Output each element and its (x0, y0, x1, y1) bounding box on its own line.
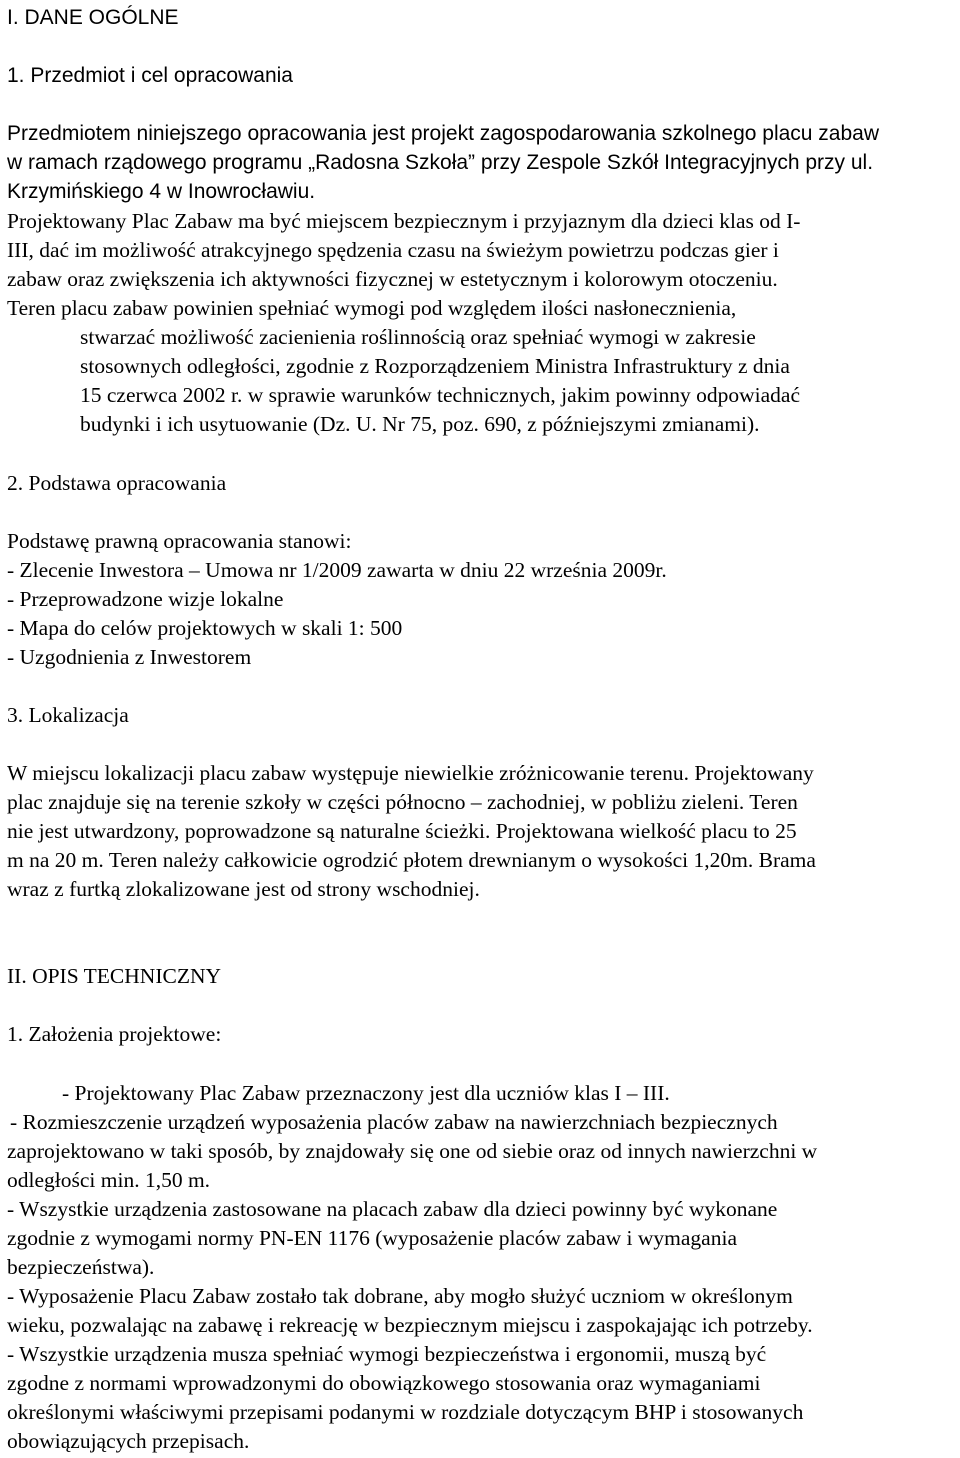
subsection-heading: 3. Lokalizacja (7, 703, 129, 727)
paragraph-line: Teren placu zabaw powinien spełniać wymogi pod względem ilości nasłonecznienia, (7, 296, 737, 320)
paragraph-line: Podstawę prawną opracowania stanowi: (7, 529, 352, 553)
list-item: - Wyposażenie Placu Zabaw zostało tak dobrane, aby mogło służyć uczniom w określonym (7, 1284, 793, 1308)
subsection-heading: 1. Założenia projektowe: (7, 1022, 222, 1046)
paragraph-line: m na 20 m. Teren należy całkowicie ogrodzić płotem drewnianym o wysokości 1,20m. Brama (7, 848, 816, 872)
paragraph-line: bezpieczeństwa). (7, 1255, 155, 1279)
paragraph-line: plac znajduje się na terenie szkoły w części północno – zachodniej, w pobliżu zieleni. Teren (7, 790, 798, 814)
section-heading: I. DANE OGÓLNE (7, 6, 179, 29)
paragraph-line: Projektowany Plac Zabaw ma być miejscem bezpiecznym i przyjaznym dla dzieci klas od I- (7, 209, 801, 233)
paragraph-line: budynki i ich usytuowanie (Dz. U. Nr 75, poz. 690, z późniejszymi zmianami). (80, 412, 760, 436)
list-item: - Przeprowadzone wizje lokalne (7, 587, 284, 611)
list-item: - Rozmieszczenie urządzeń wyposażenia placów zabaw na nawierzchniach bezpiecznych (10, 1110, 778, 1134)
subsection-heading: 2. Podstawa opracowania (7, 471, 227, 495)
list-item: - Mapa do celów projektowych w skali 1: 500 (7, 616, 403, 640)
paragraph-line: zgodne z normami wprowadzonymi do obowiązkowego stosowania oraz wymaganiami (7, 1371, 761, 1395)
paragraph-line: W miejscu lokalizacji placu zabaw występuje niewielkie zróżnicowanie terenu. Projektowany (7, 761, 814, 785)
paragraph-line: 15 czerwca 2002 r. w sprawie warunków technicznych, jakim powinny odpowiadać (80, 383, 801, 407)
list-item: - Zlecenie Inwestora – Umowa nr 1/2009 zawarta w dniu 22 września 2009r. (7, 558, 667, 582)
paragraph-line: w ramach rządowego programu „Radosna Szkoła” przy Zespole Szkół Integracyjnych przy ul. (7, 151, 874, 174)
section-heading: II. OPIS TECHNICZNY (7, 964, 222, 988)
paragraph-line: wraz z furtką zlokalizowane jest od strony wschodniej. (7, 877, 480, 901)
list-item: - Wszystkie urządzenia zastosowane na placach zabaw dla dzieci powinny być wykonane (7, 1197, 778, 1221)
list-item: - Uzgodnienia z Inwestorem (7, 645, 252, 669)
list-item: - Projektowany Plac Zabaw przeznaczony jest dla uczniów klas I – III. (62, 1081, 670, 1105)
paragraph-line: wieku, pozwalając na zabawę i rekreację w bezpiecznym miejscu i zaspokajając ich potrzeby. (7, 1313, 813, 1337)
paragraph-line: zgodnie z wymogami normy PN-EN 1176 (wyposażenie placów zabaw i wymagania (7, 1226, 737, 1250)
paragraph-line: zabaw oraz zwiększenia ich aktywności fizycznej w estetycznym i kolorowym otoczeniu. (7, 267, 778, 291)
paragraph-line: Krzymińskiego 4 w Inowrocławiu. (7, 180, 316, 203)
paragraph-line: odległości min. 1,50 m. (7, 1168, 211, 1192)
paragraph-line: stosownych odległości, zgodnie z Rozporządzeniem Ministra Infrastruktury z dnia (80, 354, 790, 378)
paragraph-line: określonymi właściwymi przepisami podanymi w rozdziale dotyczącym BHP i stosowanych (7, 1400, 804, 1424)
paragraph-line: obowiązujących przepisach. (7, 1429, 250, 1453)
paragraph-line: stwarzać możliwość zacienienia roślinnością oraz spełniać wymogi w zakresie (80, 325, 756, 349)
paragraph-line: zaprojektowano w taki sposób, by znajdowały się one od siebie oraz od innych nawierzchni w (7, 1139, 818, 1163)
paragraph-line: III, dać im możliwość atrakcyjnego spędzenia czasu na świeżym powietrzu podczas gier i (7, 238, 779, 262)
paragraph-line: Przedmiotem niniejszego opracowania jest projekt zagospodarowania szkolnego placu zabaw (7, 122, 880, 145)
paragraph-line: nie jest utwardzony, poprowadzone są naturalne ścieżki. Projektowana wielkość placu to 25 (7, 819, 797, 843)
subsection-heading: 1. Przedmiot i cel opracowania (7, 64, 293, 87)
list-item: - Wszystkie urządzenia musza spełniać wymogi bezpieczeństwa i ergonomii, muszą być (7, 1342, 767, 1366)
